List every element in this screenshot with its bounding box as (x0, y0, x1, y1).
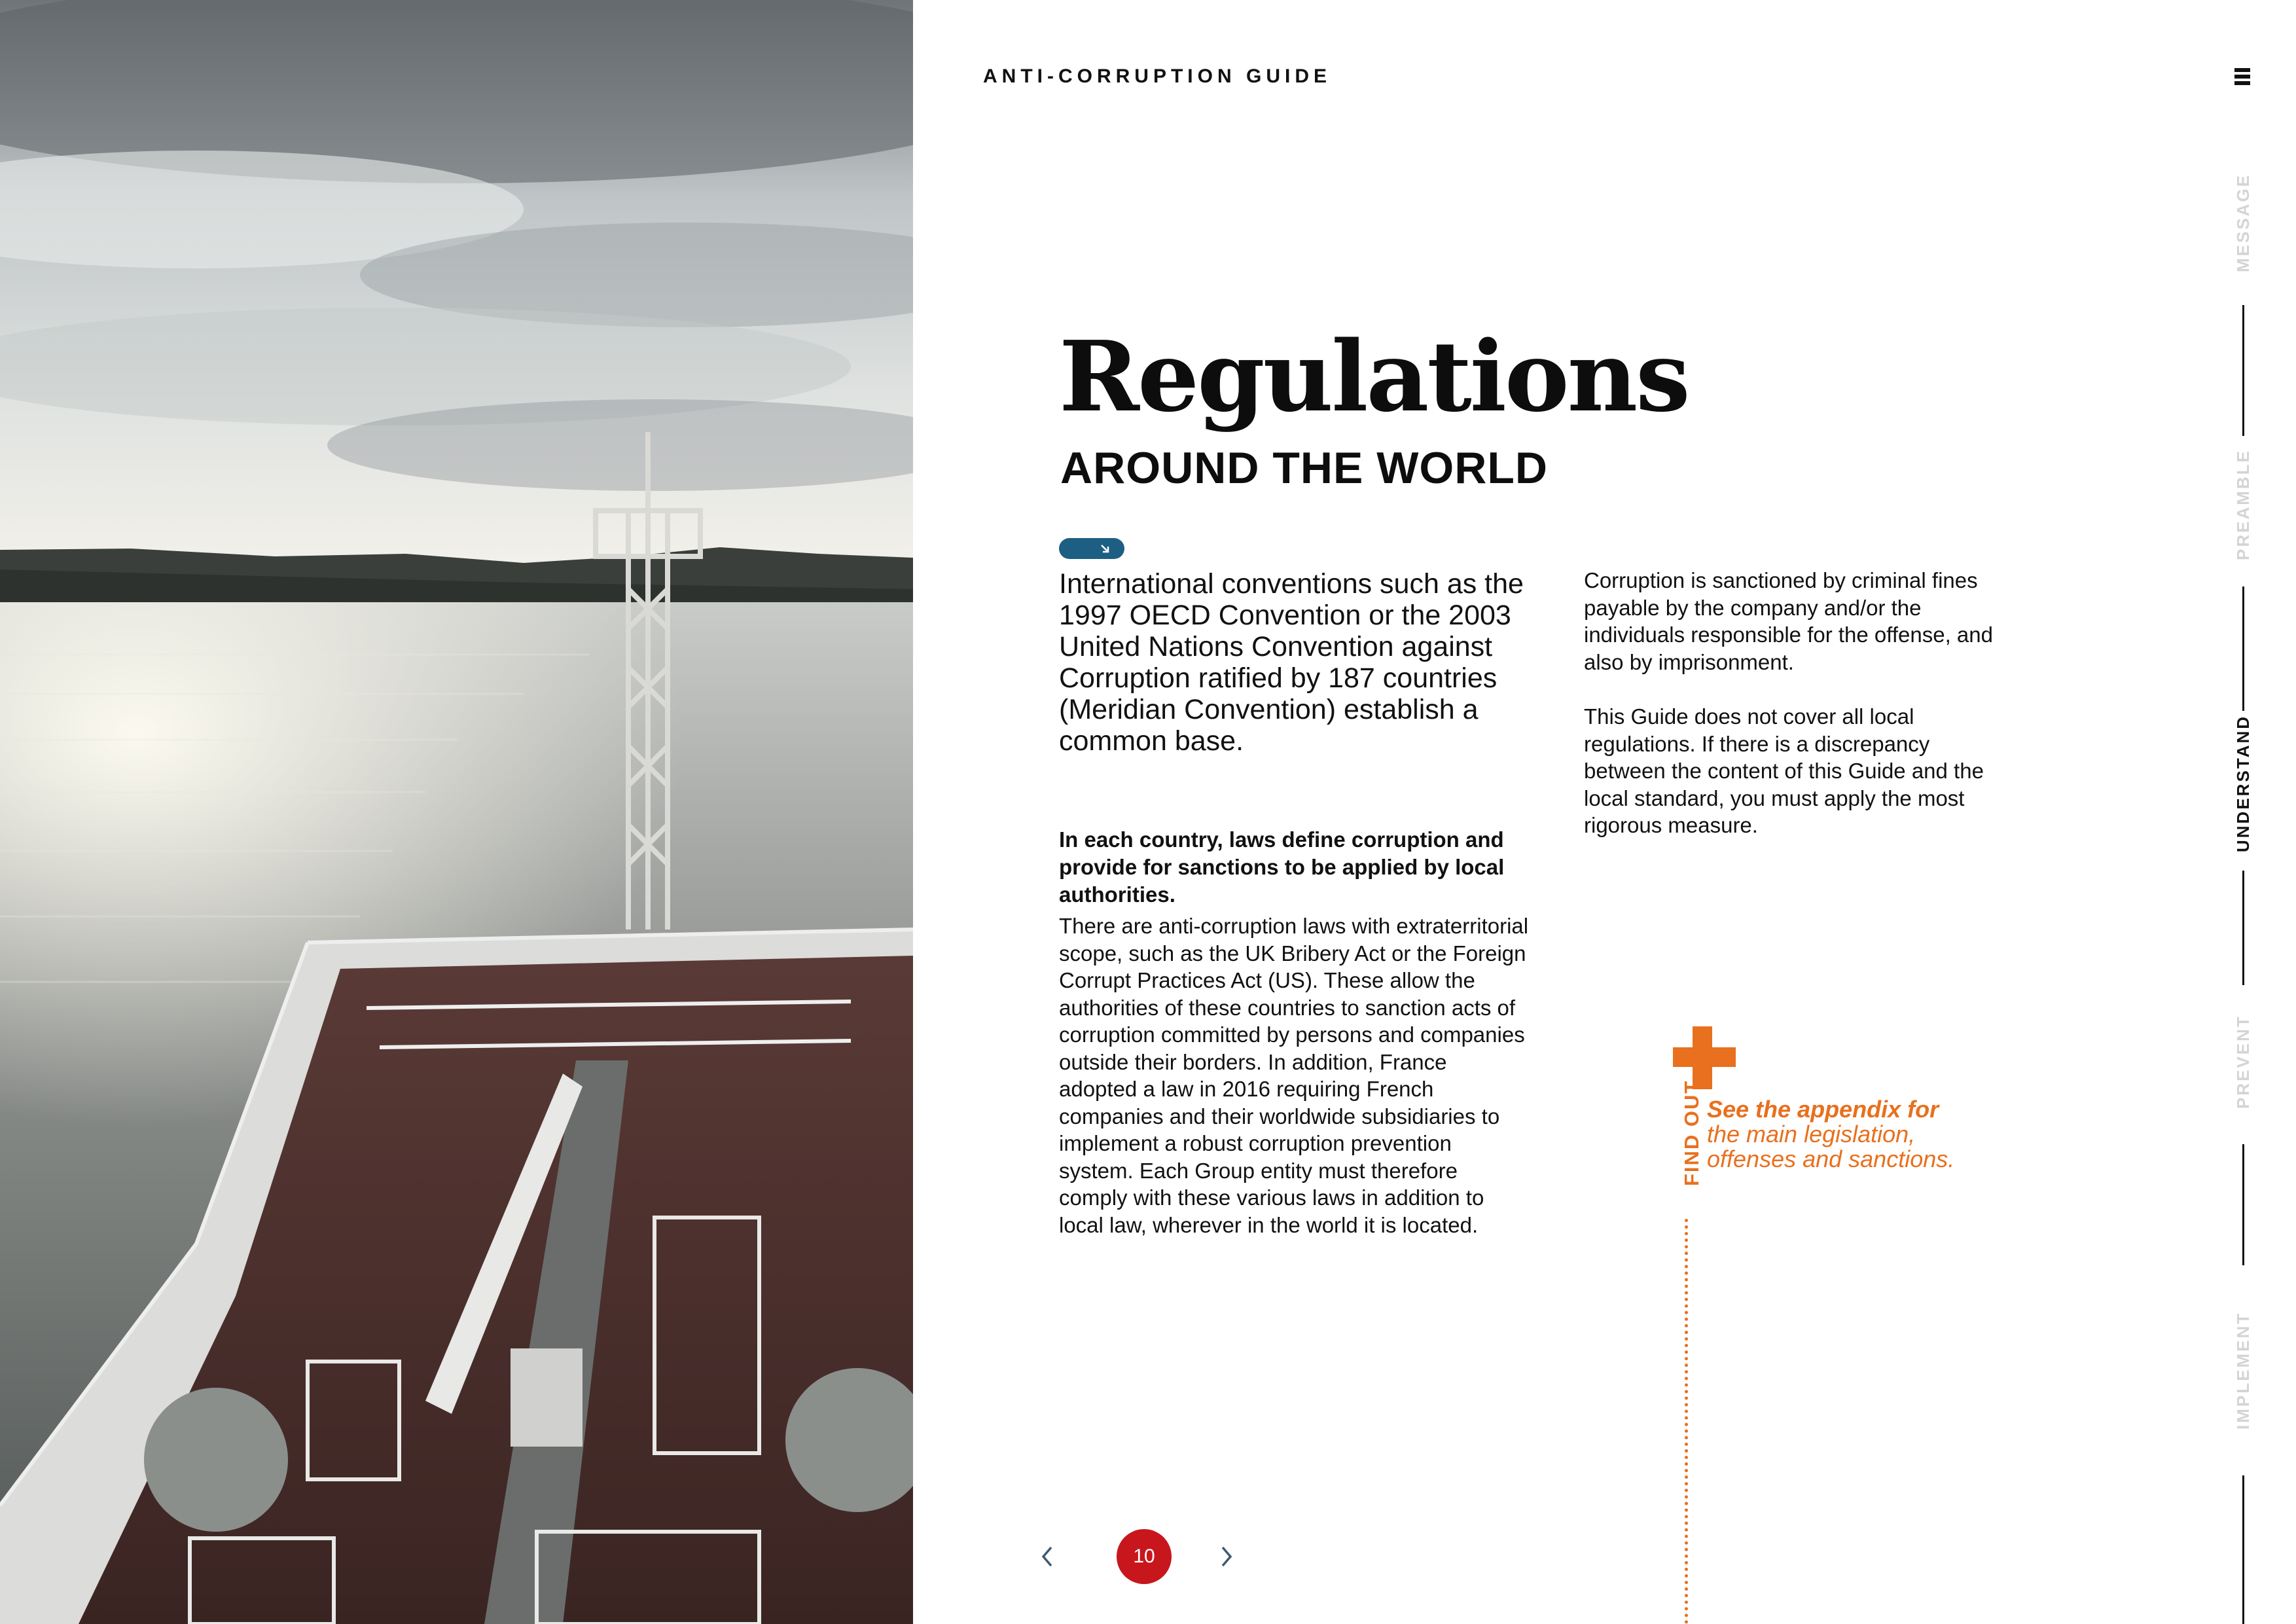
lead-paragraph: In each country, laws define corruption and provide for sanctions to be applied by local authorities. (1059, 827, 1505, 907)
nav-divider (2242, 586, 2244, 711)
page-number: 10 (1117, 1529, 1172, 1584)
nav-item-preamble[interactable]: PREAMBLE (2233, 449, 2253, 560)
nav-item-message[interactable]: MESSAGE (2233, 173, 2253, 272)
dotted-divider (1685, 1219, 1688, 1624)
section-pill (1059, 538, 1124, 559)
nav-item-understand[interactable]: UNDERSTAND (2233, 714, 2253, 852)
nav-divider (2242, 1144, 2244, 1265)
chevron-left-icon[interactable] (1039, 1545, 1055, 1568)
intro-paragraph: International conventions such as the 1997 OECD Convention or the 2003 United Nations Convention against Corruption ratified by 187 countries (Meridian Convention) establish a common base. (1059, 568, 1524, 757)
find-out-label: FIND OUT (1680, 1079, 1703, 1186)
right-column (1584, 567, 2003, 867)
guide-title: ANTI-CORRUPTION GUIDE (983, 65, 1331, 87)
nav-divider (2242, 305, 2244, 436)
ship-deck-photo (0, 0, 913, 1624)
hamburger-menu-icon[interactable] (2234, 68, 2250, 88)
arrow-down-right-icon (1100, 543, 1110, 554)
page-title: Regulations (1059, 319, 1689, 433)
nav-item-prevent[interactable]: PREVENT (2233, 1015, 2253, 1109)
find-out-text: the main legislation, offenses and sanctions. (1707, 1121, 1955, 1172)
page-subtitle: AROUND THE WORLD (1060, 443, 1549, 493)
chevron-right-icon[interactable] (1219, 1545, 1234, 1568)
nav-item-implement[interactable]: IMPLEMENT (2233, 1311, 2253, 1430)
sanctions-paragraph: Corruption is sanctioned by criminal fines payable by the company and/or the individuals responsible for the offense, and also by imprisonment. (1584, 568, 1993, 674)
nav-divider (2242, 871, 2244, 985)
body-paragraph: There are anti-corruption laws with extraterritorial scope, such as the UK Bribery Act or the Foreign Corrupt Practices Act (US). These allow the authorities of these countries to sanction acts of corruption committed by persons and companies outside their borders. In addition, France adopted a law in 2016 requiring French companies and their worldwide subsidiaries to implement a robust corruption prevention system. Each Group entity must therefore comply with these various laws in addition to local law, wherever in the world it is located. (1059, 914, 1529, 1237)
scope-paragraph: This Guide does not cover all local regulations. If there is a discrepancy between the content of this Guide and the local standard, you must apply the most rigorous measure. (1584, 704, 1984, 837)
find-out-link[interactable] (1707, 1097, 2008, 1172)
nav-divider (2242, 1475, 2244, 1624)
find-out-bold: See the appendix for (1707, 1096, 1939, 1123)
